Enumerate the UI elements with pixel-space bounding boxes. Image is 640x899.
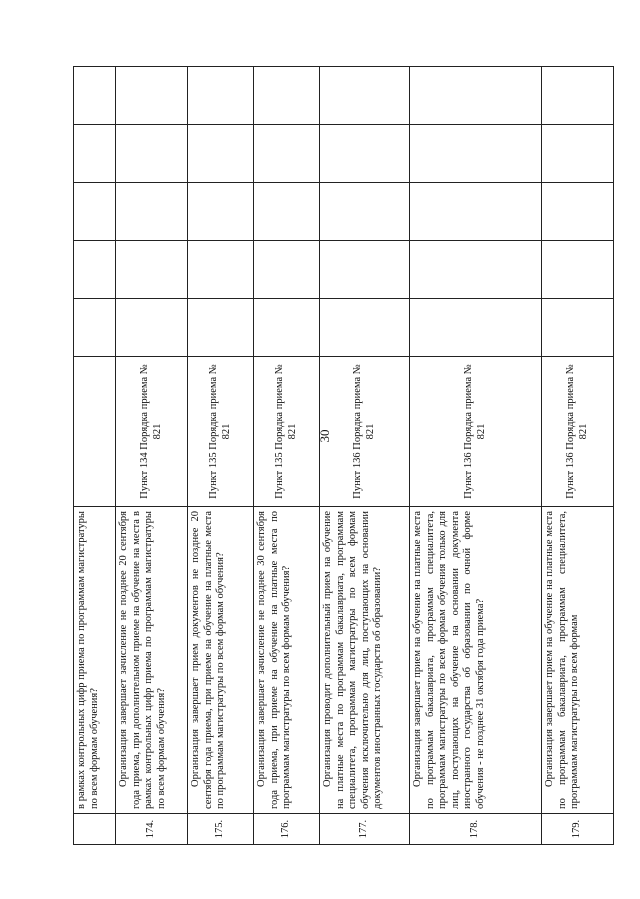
answer-cell: [320, 67, 410, 125]
table-row: [188, 67, 254, 845]
answer-cell: [116, 183, 188, 241]
answer-cell: [410, 241, 542, 299]
answer-cell: [410, 125, 542, 183]
answer-cell: [542, 183, 614, 241]
answer-cell: [188, 125, 254, 183]
answer-cell: [74, 67, 116, 125]
legal-reference: Пункт 135 Порядка приема № 821: [188, 357, 254, 507]
answer-cell: [320, 183, 410, 241]
question-text: [116, 507, 188, 814]
question-text: [188, 507, 254, 814]
table-row: [320, 67, 410, 845]
answer-cell: [254, 241, 320, 299]
answer-cell: [254, 125, 320, 183]
question-text-content: Организация проводит дополнительный прием на обучение на платные места по программам бакалавриата, программам специалитета, программам магистратуры по всем формам обучения исключительно для лиц, поступающих на основании документов иностранных государств об образовании?: [322, 511, 384, 809]
answer-cell: [542, 125, 614, 183]
question-text-content: Организация завершает зачисление не позднее 30 сентября года приема, при приеме на обучение на платные места по программам магистратуры по всем формам обучения?: [256, 511, 293, 809]
row-number: 179.: [542, 814, 614, 845]
legal-reference: Пункт 134 Порядка приема № 821: [116, 357, 188, 507]
question-text: [542, 507, 614, 814]
answer-cell: [74, 125, 116, 183]
row-number: [74, 814, 116, 845]
legal-reference: Пункт 136 Порядка приема № 821: [410, 357, 542, 507]
answer-cell: [410, 299, 542, 357]
table-row: [116, 67, 188, 845]
answer-cell: [116, 299, 188, 357]
legal-reference: [74, 357, 116, 507]
row-number: 176.: [254, 814, 320, 845]
answer-cell: [116, 241, 188, 299]
answer-cell: [320, 299, 410, 357]
rotated-table: [73, 83, 613, 845]
question-text-content: Организация завершает прием на обучение на платные места по программам бакалавриата, программам специалитета, программам магистратуры по всем формам: [544, 511, 581, 809]
checklist-table: [73, 66, 614, 845]
answer-cell: [188, 299, 254, 357]
legal-reference: Пункт 136 Порядка приема № 821: [320, 357, 410, 507]
question-text-content: Организация завершает прием документов не позднее 20 сентября года приема, при приеме на обучение на платные места по программам магистратуры по всем формам обучения?: [190, 511, 227, 809]
answer-cell: [188, 241, 254, 299]
answer-cell: [254, 183, 320, 241]
answer-cell: [74, 299, 116, 357]
answer-cell: [74, 183, 116, 241]
row-number: 174.: [116, 814, 188, 845]
table-row: [542, 67, 614, 845]
page-number: 30: [317, 429, 332, 443]
answer-cell: [320, 241, 410, 299]
row-number: 177.: [320, 814, 410, 845]
table-row: [410, 67, 542, 845]
answer-cell: [542, 241, 614, 299]
answer-cell: [188, 183, 254, 241]
answer-cell: [116, 125, 188, 183]
answer-cell: [254, 299, 320, 357]
table-row: [254, 67, 320, 845]
legal-reference: Пункт 136 Порядка приема № 821: [542, 357, 614, 507]
legal-reference: Пункт 135 Порядка приема № 821: [254, 357, 320, 507]
row-number: 175.: [188, 814, 254, 845]
answer-cell: [74, 241, 116, 299]
question-text: [320, 507, 410, 814]
question-text-content: Организация завершает прием на обучение на платные места по программам бакалавриата, программам специалитета, программам магистратуры по всем формам обучения только для лиц, поступающих на обучение на основании документа иностранного государства об образовании по очной форме обучения - не позднее 31 октября года приема?: [412, 511, 486, 809]
question-text: [410, 507, 542, 814]
answer-cell: [542, 67, 614, 125]
question-text-content: Организация завершает зачисление не позднее 20 сентября года приема, при дополнительном приеме на обучение на места в рамках контрольных цифр приема по программам магистратуры по всем формам обучения?: [118, 511, 167, 809]
row-number: 178.: [410, 814, 542, 845]
answer-cell: [320, 125, 410, 183]
answer-cell: [542, 299, 614, 357]
answer-cell: [254, 67, 320, 125]
answer-cell: [410, 183, 542, 241]
question-text: в рамках контрольных цифр приема по программам магистратуры по всем формам обучения?: [74, 507, 116, 814]
answer-cell: [188, 67, 254, 125]
answer-cell: [410, 67, 542, 125]
document-table-wrapper: [73, 83, 613, 845]
question-text: [254, 507, 320, 814]
table-row: [74, 67, 116, 845]
answer-cell: [116, 67, 188, 125]
